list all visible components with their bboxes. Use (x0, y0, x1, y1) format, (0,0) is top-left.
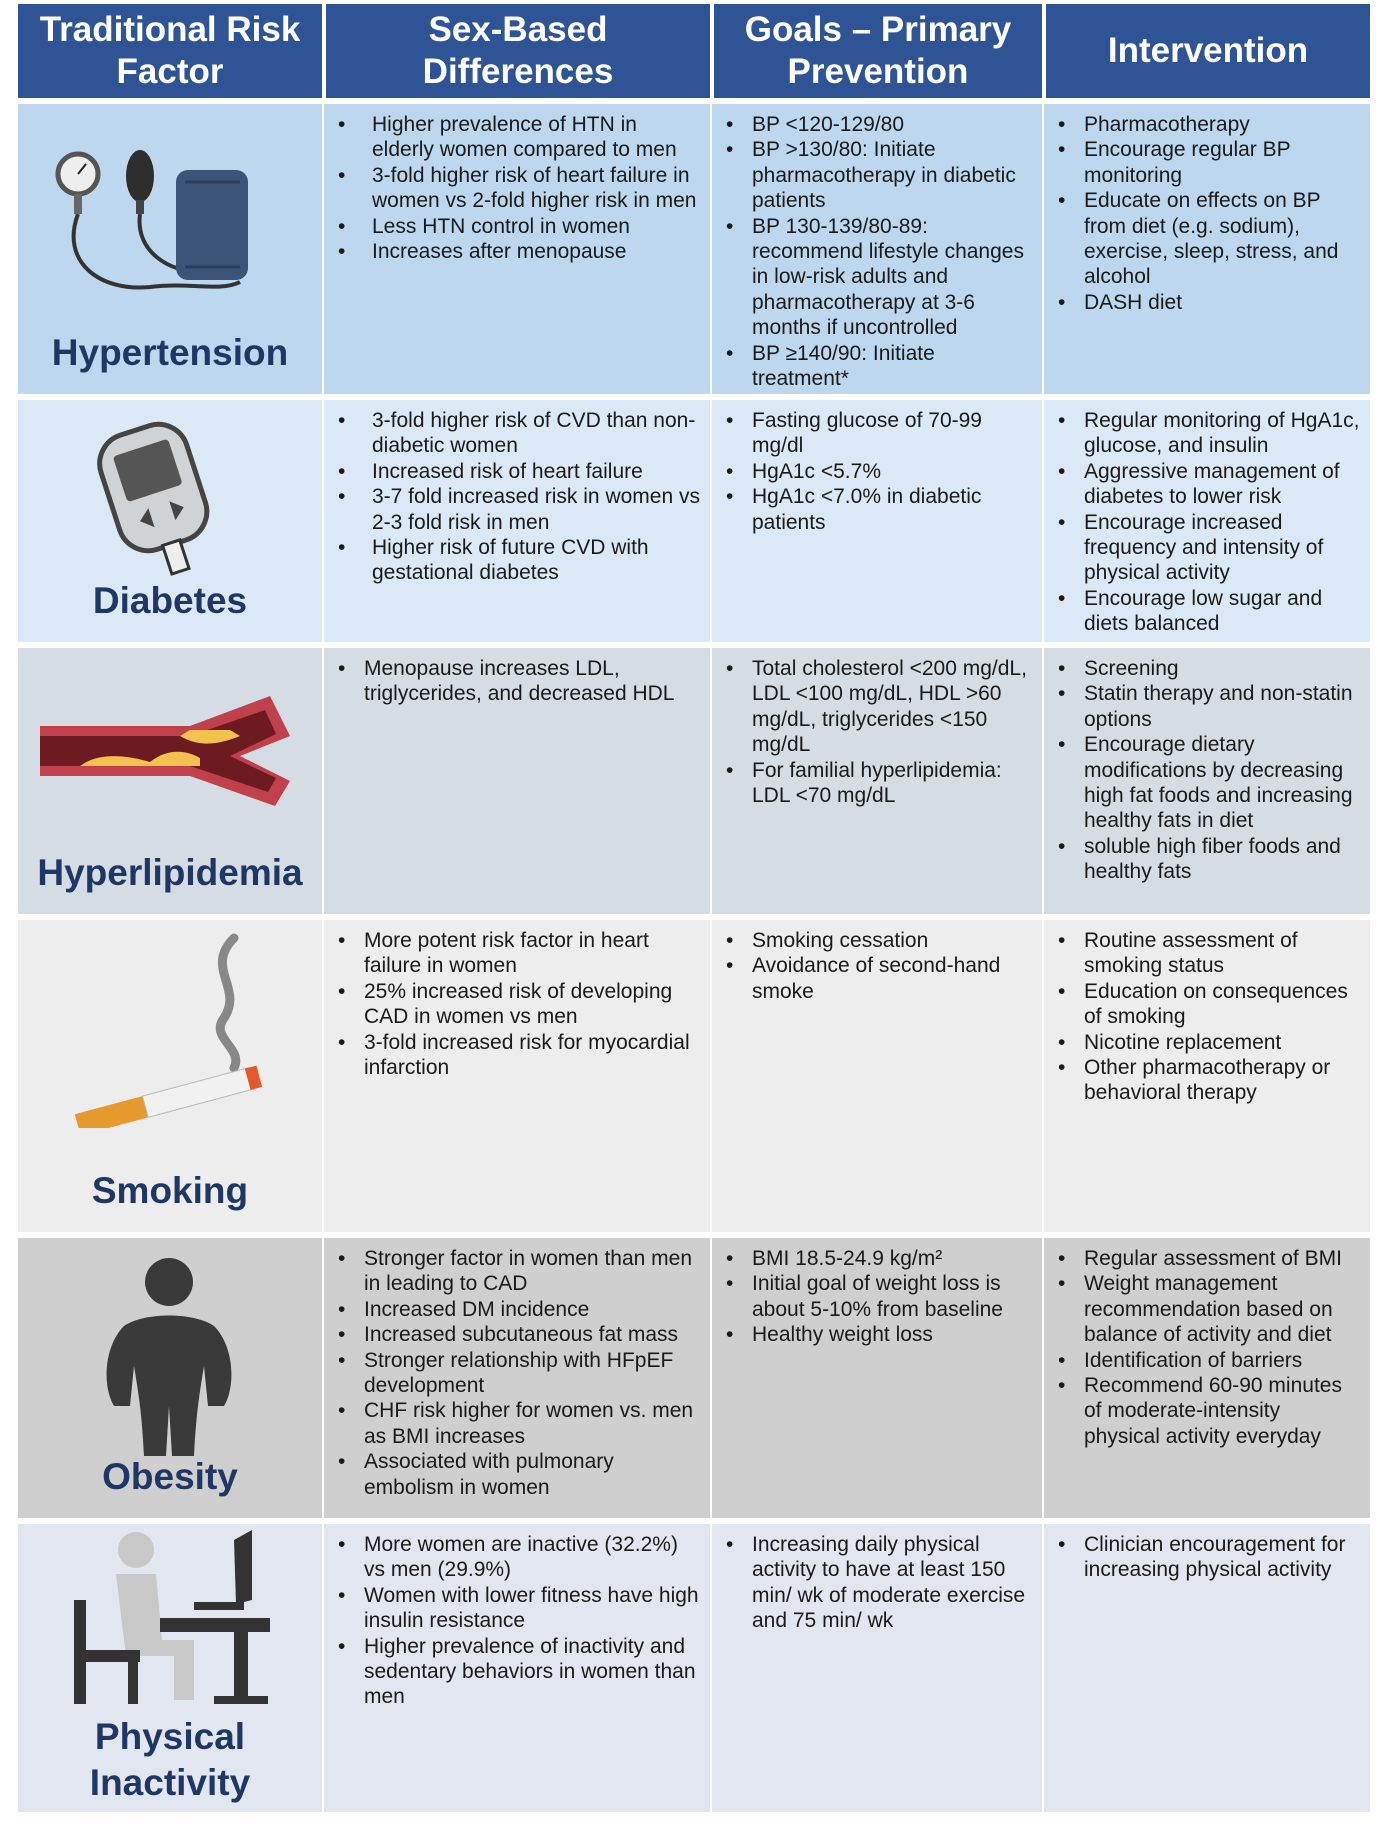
header-intervention: Intervention (1042, 4, 1370, 98)
list-item: • BP ≥140/90: Initiate treatment* (724, 341, 1032, 392)
list-item: • HgA1c <7.0% in diabetic patients (724, 484, 1032, 535)
list-item: • Aggressive management of diabetes to lower risk (1056, 459, 1360, 510)
goals-obesity (710, 1238, 1042, 1518)
list-item: • Avoidance of second-hand smoke (724, 953, 1032, 1004)
list-item: • More potent risk factor in heart failure in women (336, 928, 700, 979)
list-item: • Increased risk of heart failure (336, 459, 700, 484)
list-item: • Encourage dietary modifications by decreasing high fat foods and increasing healthy fats in diet (1056, 732, 1360, 834)
goals-hyperlipidemia (710, 648, 1042, 914)
list-item: • 3-7 fold increased risk in women vs 2-3 fold risk in men (336, 484, 700, 535)
list-item: • Fasting glucose of 70-99 mg/dl (724, 408, 1032, 459)
goals-smoking (710, 920, 1042, 1232)
goals-physical-inactivity (710, 1524, 1042, 1812)
list-item: • BP 130-139/80-89: recommend lifestyle changes in low-risk adults and pharmacotherapy at 3-6 months if uncontrolled (724, 214, 1032, 341)
list-item: • Identification of barriers (1056, 1348, 1360, 1373)
intervention-diabetes (1042, 400, 1370, 642)
list-item: • 3-fold higher risk of CVD than non-diabetic women (336, 408, 700, 459)
factor-cell-diabetes (18, 400, 322, 642)
factor-cell-physical-inactivity (18, 1524, 322, 1812)
list-item: • 3-fold increased risk for myocardial infarction (336, 1030, 700, 1081)
factor-label: Physical Inactivity (89, 1716, 251, 1803)
list-item: • BP <120-129/80 (724, 112, 1032, 137)
list-item: • Encourage increased frequency and intensity of physical activity (1056, 510, 1360, 586)
obese-person-icon (94, 1256, 244, 1456)
factor-cell-obesity (18, 1238, 322, 1518)
list-item: • Healthy weight loss (724, 1322, 1032, 1347)
factor-label: Obesity (102, 1456, 238, 1497)
list-item: • Weight management recommendation based on balance of activity and diet (1056, 1271, 1360, 1347)
risk-factor-table (18, 4, 1370, 1820)
list-item: • Increases after menopause (336, 239, 700, 264)
list-item: • soluble high fiber foods and healthy fats (1056, 834, 1360, 885)
list-item: • Educate on effects on BP from diet (e.g. sodium), exercise, sleep, stress, and alcohol (1056, 188, 1360, 290)
list-item: • Higher prevalence of inactivity and sedentary behaviors in women than men (336, 1634, 700, 1710)
list-item: • DASH diet (1056, 290, 1360, 315)
list-item: • Recommend 60-90 minutes of moderate-intensity physical activity everyday (1056, 1373, 1360, 1449)
list-item: • Total cholesterol <200 mg/dL, LDL <100 mg/dL, HDL >60 mg/dL, triglycerides <150 mg/dL (724, 656, 1032, 758)
list-item: • Higher risk of future CVD with gestational diabetes (336, 535, 700, 586)
intervention-hypertension (1042, 104, 1370, 394)
list-item: • Women with lower fitness have high insulin resistance (336, 1583, 700, 1634)
goals-diabetes (710, 400, 1042, 642)
list-item: • Education on consequences of smoking (1056, 979, 1360, 1030)
list-item: • More women are inactive (32.2%) vs men (29.9%) (336, 1532, 700, 1583)
header-sex-based-differences: Sex-Based Differences (322, 4, 710, 98)
intervention-hyperlipidemia (1042, 648, 1370, 914)
list-item: • Regular monitoring of HgA1c, glucose, and insulin (1056, 408, 1360, 459)
list-item: • Increasing daily physical activity to have at least 150 min/ wk of moderate exercise and 75 min/ wk (724, 1532, 1032, 1634)
list-item: • Statin therapy and non-statin options (1056, 681, 1360, 732)
list-item: • Screening (1056, 656, 1360, 681)
list-item: • Encourage low sugar and diets balanced (1056, 586, 1360, 637)
list-item: • CHF risk higher for women vs. men as BMI increases (336, 1398, 700, 1449)
intervention-physical-inactivity (1042, 1524, 1370, 1812)
list-item: • Clinician encouragement for increasing physical activity (1056, 1532, 1360, 1583)
list-item: • Menopause increases LDL, triglycerides, and decreased HDL (336, 656, 700, 707)
list-item: • Increased subcutaneous fat mass (336, 1322, 700, 1347)
artery-plaque-icon (40, 696, 300, 806)
blood-pressure-monitor-icon (40, 142, 270, 302)
factor-label: Diabetes (92, 580, 248, 621)
list-item: • Stronger factor in women than men in leading to CAD (336, 1246, 700, 1297)
cigarette-icon (74, 928, 284, 1128)
list-item: • Smoking cessation (724, 928, 1032, 953)
list-item: • Stronger relationship with HFpEF development (336, 1348, 700, 1399)
list-item: • Other pharmacotherapy or behavioral therapy (1056, 1055, 1360, 1106)
sex-differences-obesity (322, 1238, 710, 1518)
list-item: • Encourage regular BP monitoring (1056, 137, 1360, 188)
factor-cell-hyperlipidemia (18, 648, 322, 914)
person-at-desk-icon (74, 1530, 274, 1710)
sex-differences-hyperlipidemia (322, 648, 710, 914)
list-item: • Routine assessment of smoking status (1056, 928, 1360, 979)
list-item: • Initial goal of weight loss is about 5-10% from baseline (724, 1271, 1032, 1322)
factor-label: Hypertension (51, 332, 289, 373)
list-item: • Increased DM incidence (336, 1297, 700, 1322)
header-traditional-risk-factor: Traditional Risk Factor (18, 4, 322, 98)
factor-label: Hyperlipidemia (37, 852, 303, 893)
goals-hypertension (710, 104, 1042, 394)
list-item: • Associated with pulmonary embolism in women (336, 1449, 700, 1500)
factor-cell-smoking (18, 920, 322, 1232)
intervention-obesity (1042, 1238, 1370, 1518)
list-item: • HgA1c <5.7% (724, 459, 1032, 484)
glucose-meter-icon (88, 416, 248, 576)
list-item: • Pharmacotherapy (1056, 112, 1360, 137)
list-item: • Nicotine replacement (1056, 1030, 1360, 1055)
list-item: • For familial hyperlipidemia: LDL <70 mg/dL (724, 758, 1032, 809)
list-item: • BMI 18.5-24.9 kg/m² (724, 1246, 1032, 1271)
list-item: • Higher prevalence of HTN in elderly women compared to men (336, 112, 700, 163)
sex-differences-smoking (322, 920, 710, 1232)
sex-differences-diabetes (322, 400, 710, 642)
factor-cell-hypertension (18, 104, 322, 394)
sex-differences-hypertension (322, 104, 710, 394)
list-item: • Regular assessment of BMI (1056, 1246, 1360, 1271)
list-item: • 3-fold higher risk of heart failure in women vs 2-fold higher risk in men (336, 163, 700, 214)
intervention-smoking (1042, 920, 1370, 1232)
header-goals-primary-prevention: Goals – Primary Prevention (710, 4, 1042, 98)
list-item: • 25% increased risk of developing CAD in women vs men (336, 979, 700, 1030)
factor-label: Smoking (91, 1170, 249, 1211)
list-item: • Less HTN control in women (336, 214, 700, 239)
list-item: • BP >130/80: Initiate pharmacotherapy in diabetic patients (724, 137, 1032, 213)
sex-differences-physical-inactivity (322, 1524, 710, 1812)
